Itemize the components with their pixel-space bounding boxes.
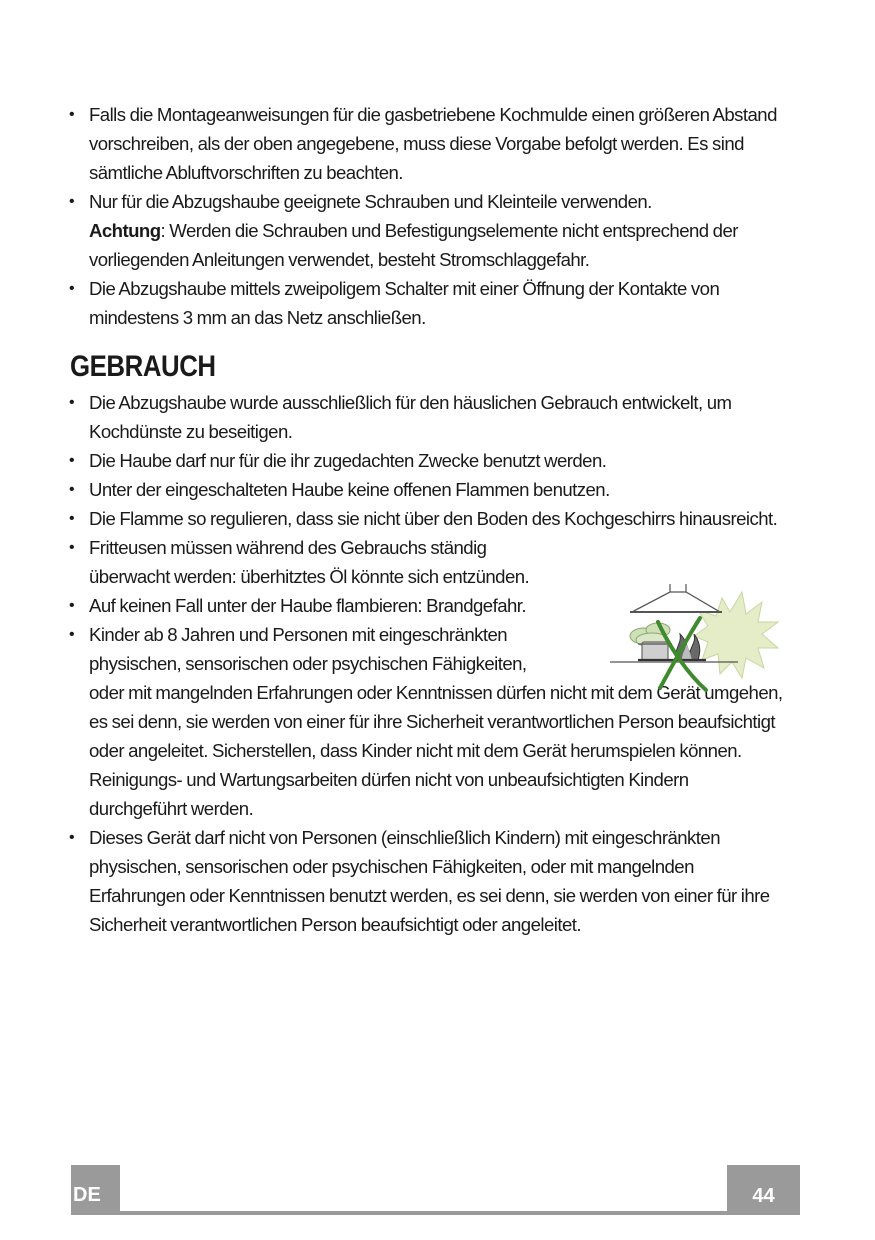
list-item: • Die Haube darf nur für die ihr zugedachten Zwecke benutzt werden. [69, 450, 607, 471]
list-item: • Die Flamme so regulieren, dass sie nicht über den Boden des Kochgeschirrs hinausreicht. [69, 508, 778, 529]
list-item: • Unter der eingeschalteten Haube keine offenen Flammen benutzen. [69, 479, 610, 500]
list-item: • Falls die Montageanweisungen für die gasbetriebene Kochmulde einen größeren Abstand vorschreiben, als der oben angegebene, muss diese Vorgabe befolgt werden. Es sind sämtliche Abluftvorschriften zu beachten. [69, 104, 777, 183]
warning-text: : Werden die Schrauben und Befestigungselemente nicht entsprechend der vorliegenden Anleitungen verwendet, besteht Stromschlaggefahr. [89, 220, 738, 270]
no-flambe-illustration [602, 578, 780, 692]
list-item: • Fritteusen müssen während des Gebrauchs ständig überwacht werden: überhitztes Öl könnte sich entzünden. [69, 537, 530, 587]
language-tab: DE [71, 1165, 120, 1215]
list-item: • Die Abzugshaube wurde ausschließlich für den häuslichen Gebrauch entwickelt, um Kochdünste zu beseitigen. [69, 392, 732, 442]
list-item: • Auf keinen Fall unter der Haube flambieren: Brandgefahr. [69, 595, 527, 616]
hood-flame-prohibited-icon [602, 578, 780, 692]
list-item: • Die Abzugshaube mittels zweipoligem Schalter mit einer Öffnung der Kontakte von mindestens 3 mm an das Netz anschließen. [69, 278, 720, 328]
section-title: GEBRAUCH [70, 350, 216, 383]
page-number: 44 [727, 1165, 800, 1215]
footer-divider [120, 1211, 727, 1215]
intro-section [68, 100, 788, 332]
intro-list [68, 100, 788, 332]
list-item: • Nur für die Abzugshaube geeignete Schrauben und Kleinteile verwenden. Achtung: Werden die Schrauben und Befestigungselemente nicht entsprechend der vorliegenden Anleitungen verwendet, besteht Stromschlaggefahr. [69, 191, 738, 270]
list-item: • Kinder ab 8 Jahren und Personen mit eingeschränkten physischen, sensorischen oder psychischen Fähigkeiten, oder mit mangelnden Erfahrungen oder Kenntnissen dürfen nicht mit dem Gerät umgehen, es sei denn, sie werden von einer für ihre Sicherheit verantwortlichen Person beaufsichtigt oder angeleitet. Sicherstellen, dass Kinder nicht mit dem Gerät herumspielen können. Reinigungs- und Wartungsarbeiten dürfen nicht von unbeaufsichtigten Kindern durchgeführt werden. [69, 624, 783, 819]
warning-label: Achtung [89, 220, 161, 241]
list-item: • Dieses Gerät darf nicht von Personen (einschließlich Kindern) mit eingeschränkten physischen, sensorischen oder psychischen Fähigkeiten, oder mit mangelnden Erfahrungen oder Kenntnissen benutzt werden, es sei denn, sie werden von einer für ihre Sicherheit verantwortlichen Person beaufsichtigt oder angeleitet. [69, 827, 770, 935]
